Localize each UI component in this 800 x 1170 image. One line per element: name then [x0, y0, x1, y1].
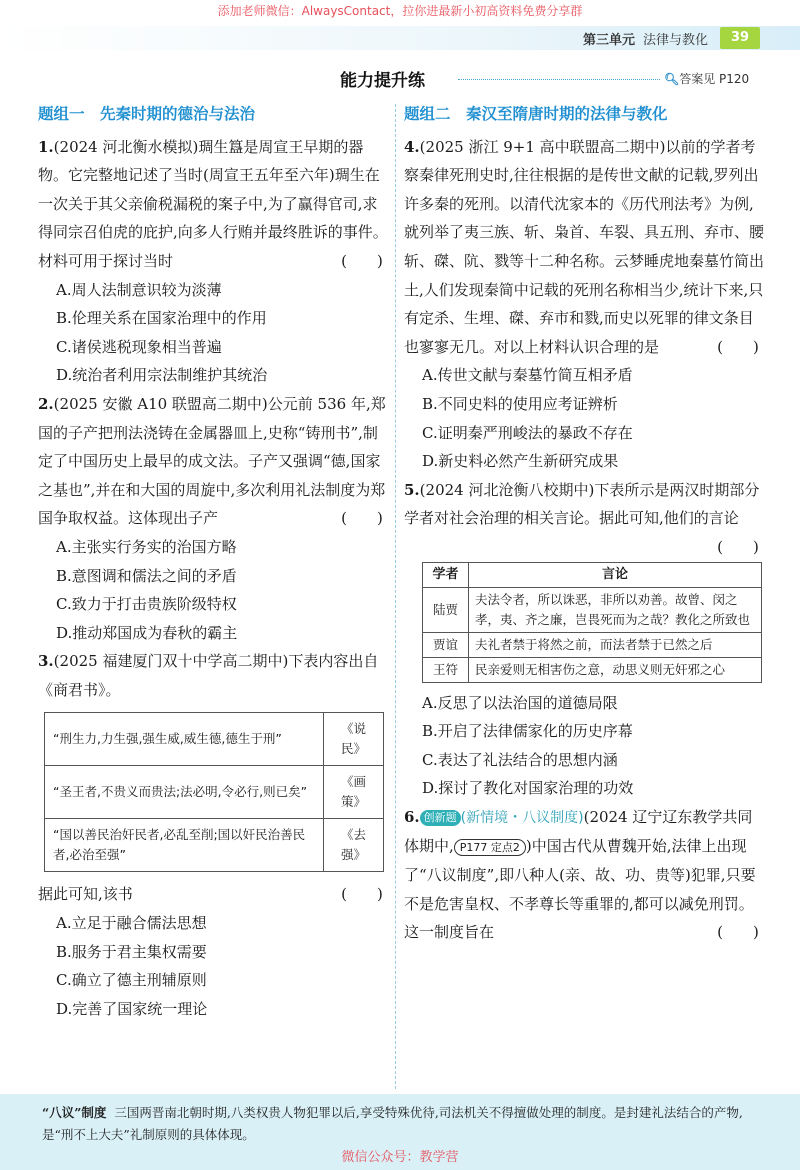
question-number: 2. — [38, 394, 54, 413]
footer-note — [42, 1102, 762, 1146]
question-stem: (2025 福建厦门双十中学高二期中)下表内容出自《商君书》。 — [38, 652, 379, 699]
question-stem: )中国古代从曹魏开始,法律上出现了“八议制度”,即八种人(亲、故、功、贵等)犯罪,只要不是危害皇权、不孝尊长等重罪的,都可以减免刑罚。这一制度旨在 — [404, 837, 756, 942]
table-row — [45, 819, 384, 872]
option-a[interactable]: A.反思了以法治国的道德局限 — [422, 693, 618, 712]
title-dotted-line — [458, 79, 660, 80]
source-cell: 《去强》 — [324, 819, 384, 872]
top-watermark: 添加老师微信：AlwaysContact，拉你进最新小初高资料免费分享群 — [217, 4, 583, 18]
option-c[interactable]: C.确立了德主刑辅原则 — [56, 971, 207, 990]
question-3 — [38, 647, 390, 1023]
question-number: 1. — [38, 137, 54, 156]
question-number: 4. — [404, 137, 420, 156]
table-row — [45, 713, 384, 766]
page-number: 39 — [720, 27, 760, 49]
option-a[interactable]: A.主张实行务实的治国方略 — [56, 537, 237, 556]
answer-blank: ( ) — [717, 923, 759, 942]
header-title — [583, 29, 708, 48]
question-stem: (2024 河北沧衡八校期中)下表所示是两汉时期部分学者对社会治理的相关言论。据此可知,他们的言论 — [404, 480, 760, 528]
option-c[interactable]: C.证明秦严刑峻法的暴政不存在 — [422, 423, 633, 442]
question-stem: (2024 河北衡水模拟)琱生簋是周宣王早期的器物。它完整地记述了当时(周宣王五年至六年)琱生在一次关于其父亲偷税漏税的案子中,为了赢得官司,求得同宗召伯虎的庇护,向多人行贿并最终胜诉的事件。材料可用于探讨当时 — [38, 137, 388, 270]
scholar-words: 夫法令者，所以诛恶，非所以劝善。故曾、闵之孝，夷、齐之廉，岂畏死而为之哉？教化之所致也 — [469, 587, 762, 632]
column-divider — [395, 104, 396, 1089]
option-c[interactable]: C.诸侯逃税现象相当普遍 — [56, 337, 222, 356]
footer-text: 三国两晋南北朝时期,八类权贵人物犯罪以后,享受特殊优待,司法机关不得擅做处理的制度。是封建礼法结合的产物,是“刑不上大夫”礼制原则的具体体现。 — [42, 1105, 743, 1142]
option-b[interactable]: B.开启了法律儒家化的历史序幕 — [422, 722, 633, 741]
option-a[interactable]: A.传世文献与秦墓竹简互相矛盾 — [422, 366, 633, 385]
question-1 — [38, 133, 390, 390]
option-c[interactable]: C.表达了礼法结合的思想内涵 — [422, 750, 618, 769]
magnifier-icon: 🔍︎ — [664, 72, 680, 86]
table-row — [423, 657, 762, 682]
question-stem-end: 据此可知,该书 — [38, 885, 133, 904]
scholars-table — [422, 562, 762, 683]
quote-cell: “圣王者,不贵义而贵法;法必明,令必行,则已矣” — [45, 766, 324, 819]
option-d[interactable]: D.完善了国家统一理论 — [56, 999, 208, 1018]
table-row — [45, 766, 384, 819]
question-5 — [404, 476, 766, 803]
topic-label: 法律与教化 — [642, 33, 708, 48]
option-b[interactable]: B.伦理关系在国家治理中的作用 — [56, 309, 267, 328]
source-cell: 《画策》 — [324, 766, 384, 819]
option-a[interactable]: A.周人法制意识较为淡薄 — [56, 280, 222, 299]
scholar-name: 王符 — [423, 657, 469, 682]
option-b[interactable]: B.服务于君主集权需要 — [56, 942, 207, 961]
left-column — [38, 100, 390, 1023]
column-header: 言论 — [469, 562, 762, 587]
column-header: 学者 — [423, 562, 469, 587]
option-d[interactable]: D.探讨了教化对国家治理的功效 — [422, 779, 634, 798]
answer-blank: ( ) — [341, 509, 383, 528]
question-2 — [38, 390, 390, 647]
option-d[interactable]: D.新史料必然产生新研究成果 — [422, 452, 619, 471]
footer-term: “八议”制度 — [42, 1105, 107, 1120]
bottom-watermark: 微信公众号：教学营 — [341, 1150, 459, 1165]
page-reference-link[interactable]: P177 定点2 — [454, 839, 526, 856]
option-b[interactable]: B.意图调和儒法之间的矛盾 — [56, 566, 237, 585]
option-a[interactable]: A.立足于融合儒法思想 — [56, 914, 207, 933]
scholar-words: 民亲爱则无相害伤之意，动思义则无奸邪之心 — [469, 657, 762, 682]
innovation-badge: 创新题 — [420, 810, 461, 826]
table-row — [423, 632, 762, 657]
right-column — [404, 100, 766, 947]
unit-label: 第三单元 — [582, 33, 635, 48]
scholar-name: 贾谊 — [423, 632, 469, 657]
question-number: 3. — [38, 652, 54, 671]
context-tag: (新情境・八议制度) — [460, 809, 584, 826]
question-number: 6. — [404, 807, 420, 826]
section-title: 能力提升练 — [340, 66, 425, 91]
question-stem: (2025 安徽 A10 联盟高二期中)公元前 536 年,郑国的子产把刑法浇铸在金属器皿上,史称“铸刑书”,制定了中国历史上最早的成文法。子产又强调“德,国家之基也”,并在和大国的周旋中,多次利用礼法制度为郑国争取权益。这体现出子产 — [38, 394, 386, 528]
answer-blank: ( ) — [341, 885, 383, 904]
source-cell: 《说民》 — [324, 713, 384, 766]
question-stem: (2025 浙江 9+1 高中联盟高二期中)以前的学者考察秦律死刑史时,往往根据的是传世文献的记载,罗列出许多秦的死刑。以清代沈家本的《历代刑法考》为例,就列举了夷三族、斩、枭首、车裂、具五刑、弃市、腰斩、磔、阬、戮等十二种名称。云梦睡虎地秦墓竹简出土,人们发现秦简中记载的死刑名称相当少,统计下来,只有定杀、生埋、磔、弃市和戮,而史以死罪的律文条目也寥寥无几。对以上材料认识合理的是 — [404, 137, 765, 356]
table-header-row — [423, 562, 762, 587]
question-source: (2024 辽宁辽东教学共同体期中, — [404, 807, 753, 856]
question-6 — [404, 803, 766, 947]
option-d[interactable]: D.推动郑国成为春秋的霸主 — [56, 623, 238, 642]
group-title-1: 题组一 先秦时期的德治与法治 — [38, 105, 256, 123]
answer-reference — [664, 70, 749, 87]
option-c[interactable]: C.致力于打击贵族阶级特权 — [56, 595, 237, 614]
option-d[interactable]: D.统治者利用宗法制维护其统治 — [56, 366, 268, 385]
option-b[interactable]: B.不同史料的使用应考证辨析 — [422, 394, 618, 413]
scholar-words: 夫礼者禁于将然之前，而法者禁于已然之后 — [469, 632, 762, 657]
group-title-2: 题组二 秦汉至隋唐时期的法律与教化 — [404, 105, 668, 123]
answer-ref-text: 答案见 P120 — [679, 72, 750, 86]
question-number: 5. — [404, 480, 420, 499]
scholar-name: 陆贾 — [423, 587, 469, 632]
quote-cell: “刑生力,力生强,强生威,威生德,德生于刑” — [45, 713, 324, 766]
answer-blank: ( ) — [341, 251, 383, 270]
table-row — [423, 587, 762, 632]
answer-blank: ( ) — [717, 337, 759, 356]
shangjunshu-table — [44, 712, 384, 872]
quote-cell: “国以善民治奸民者,必乱至削;国以奸民治善民者,必治至强” — [45, 819, 324, 872]
question-4 — [404, 133, 766, 476]
answer-blank: ( ) — [717, 537, 759, 556]
